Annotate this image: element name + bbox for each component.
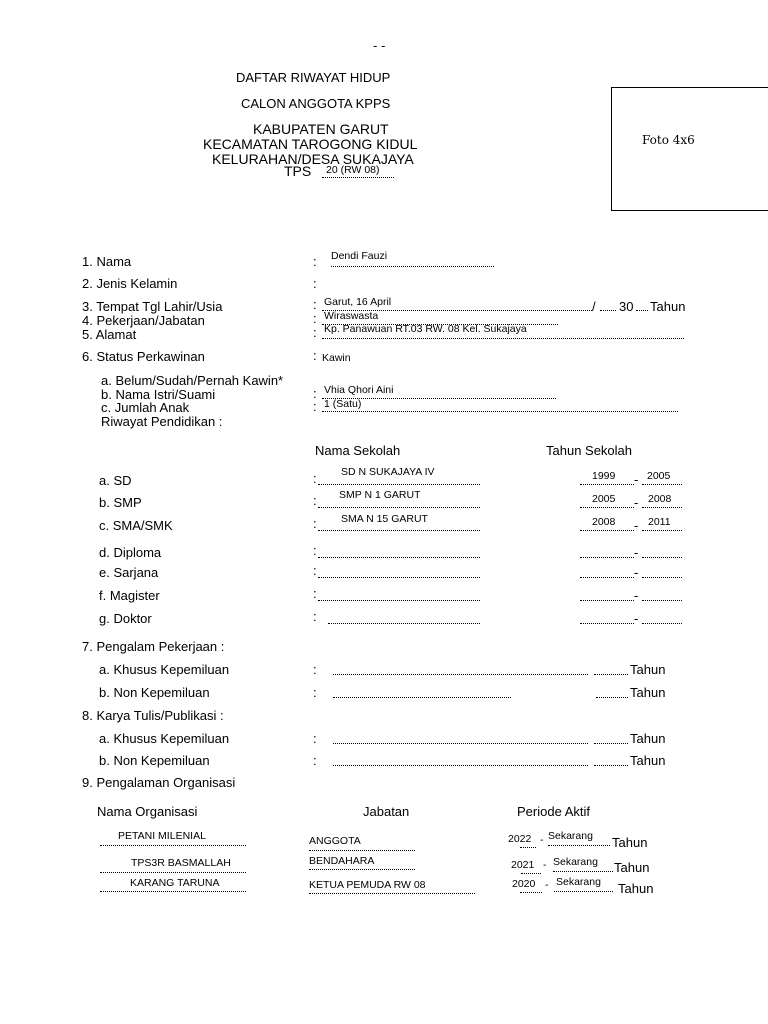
edu-row-school-line <box>318 600 480 601</box>
org-row-unit: Tahun <box>612 835 648 850</box>
experience-b-unit: Tahun <box>630 685 666 700</box>
org-row-to: Sekarang <box>553 856 598 868</box>
edu-row-colon: : <box>313 543 317 558</box>
field-status-c-label: c. Jumlah Anak <box>101 400 190 415</box>
edu-row-to-line <box>642 623 682 624</box>
edu-row-to: 2008 <box>648 493 672 505</box>
org-row-from: 2022 <box>508 833 532 845</box>
page-mark: - - <box>373 38 386 53</box>
org-row-to-line <box>554 891 613 892</box>
experience-b-colon: : <box>313 685 317 700</box>
field-pekerjaan-colon: : <box>313 311 317 326</box>
edu-row-label: e. Sarjana <box>99 565 159 580</box>
edu-row-from-line <box>580 507 634 508</box>
edu-row-from-line <box>580 600 634 601</box>
publications-b-label: b. Non Kepemiluan <box>99 753 210 768</box>
photo-box <box>611 87 768 211</box>
field-pekerjaan-value: Wiraswasta <box>324 310 379 322</box>
edu-row-label: g. Doktor <box>99 611 152 626</box>
org-col-name: Nama Organisasi <box>97 804 198 819</box>
publications-a-colon: : <box>313 731 317 746</box>
edu-row-school-line <box>318 484 480 485</box>
org-row-from: 2020 <box>512 878 536 890</box>
field-status-b-label: b. Nama Istri/Suami <box>101 387 216 402</box>
edu-row-to-line <box>642 484 682 485</box>
field-ttl-colon: : <box>313 297 317 312</box>
field-nama-colon: : <box>313 254 317 269</box>
tps-dotted-line <box>322 177 394 178</box>
field-status-value: Kawin <box>322 352 351 364</box>
edu-row-colon: : <box>313 493 317 508</box>
field-status-label: 6. Status Perkawinan <box>82 349 205 364</box>
field-ttl-line-2 <box>600 310 616 311</box>
field-ttl-age: 30 <box>619 299 634 314</box>
edu-row-from-line <box>580 484 634 485</box>
edu-row-school-line <box>328 623 480 624</box>
field-alamat-colon: : <box>313 325 317 340</box>
edu-row-to-line <box>642 600 682 601</box>
field-status-c-colon: : <box>313 399 317 414</box>
edu-row-from: 1999 <box>592 470 616 482</box>
edu-row-dash: - <box>634 495 639 510</box>
field-jk-label: 2. Jenis Kelamin <box>82 276 178 291</box>
edu-row-to-line <box>642 507 682 508</box>
edu-row-colon: : <box>313 586 317 601</box>
org-col-period: Periode Aktif <box>517 804 590 819</box>
org-row-name-line <box>100 872 246 873</box>
edu-row-dash: - <box>634 518 639 533</box>
field-status-colon: : <box>313 348 317 363</box>
org-row-dash: - <box>545 879 549 891</box>
header-tps-value: 20 (RW 08) <box>326 164 380 176</box>
edu-row-from: 2008 <box>592 516 616 528</box>
edu-row-colon: : <box>313 563 317 578</box>
field-ttl-label: 3. Tempat Tgl Lahir/Usia <box>82 299 223 314</box>
field-ttl-slash: / <box>592 299 596 314</box>
org-row-unit: Tahun <box>614 860 650 875</box>
org-row-dash: - <box>543 859 547 871</box>
publications-a-line-2 <box>594 743 628 744</box>
photo-label: Foto 4x6 <box>642 133 695 147</box>
edu-row-colon: : <box>313 609 317 624</box>
header-tps-label: TPS <box>284 163 312 179</box>
org-row-name: PETANI MILENIAL <box>118 830 206 842</box>
header-kabupaten: KABUPATEN GARUT <box>253 121 389 137</box>
field-status-a-label: a. Belum/Sudah/Pernah Kawin* <box>101 373 284 388</box>
org-row-name-line <box>100 891 246 892</box>
publications-b-line <box>333 765 588 766</box>
publications-a-line <box>333 743 588 744</box>
organizations-title: 9. Pengalaman Organisasi <box>82 775 236 790</box>
publications-b-line-2 <box>594 765 628 766</box>
riwayat-pendidikan-label: Riwayat Pendidikan : <box>101 414 223 429</box>
edu-row-school: SMP N 1 GARUT <box>339 489 421 501</box>
edu-row-from-line <box>580 577 634 578</box>
field-ttl-unit: Tahun <box>650 299 686 314</box>
doc-subtitle: CALON ANGGOTA KPPS <box>241 96 391 111</box>
org-row-to-line <box>548 845 610 846</box>
org-row-role: ANGGOTA <box>309 835 361 847</box>
publications-title: 8. Karya Tulis/Publikasi : <box>82 708 224 723</box>
field-jk-colon: : <box>313 276 317 291</box>
org-row-role-line <box>309 850 415 851</box>
org-row-role: BENDAHARA <box>309 855 375 867</box>
edu-row-dash: - <box>634 611 639 626</box>
edu-row-school-line <box>318 530 480 531</box>
experience-b-line-2 <box>596 697 628 698</box>
org-row-to: Sekarang <box>548 830 593 842</box>
header-kelurahan: KELURAHAN/DESA SUKAJAYA <box>212 151 414 167</box>
edu-col-year: Tahun Sekolah <box>546 443 633 458</box>
edu-row-colon: : <box>313 471 317 486</box>
edu-row-from: 2005 <box>592 493 616 505</box>
edu-row-dash: - <box>634 588 639 603</box>
edu-row-to-line <box>642 577 682 578</box>
edu-row-to: 2005 <box>647 470 671 482</box>
publications-b-colon: : <box>313 753 317 768</box>
org-row-role-line <box>309 893 475 894</box>
publications-a-label: a. Khusus Kepemiluan <box>99 731 230 746</box>
edu-row-to-line <box>642 530 682 531</box>
field-nama-line <box>331 266 494 267</box>
edu-col-school: Nama Sekolah <box>315 443 401 458</box>
header-kecamatan: KECAMATAN TAROGONG KIDUL <box>203 136 418 152</box>
org-row-from-line <box>521 873 541 874</box>
org-row-role: KETUA PEMUDA RW 08 <box>309 879 426 891</box>
edu-row-dash: - <box>634 545 639 560</box>
edu-row-colon: : <box>313 516 317 531</box>
org-row-unit: Tahun <box>618 881 654 896</box>
publications-a-unit: Tahun <box>630 731 666 746</box>
edu-row-label: c. SMA/SMK <box>99 518 173 533</box>
experience-title: 7. Pengalam Pekerjaan : <box>82 639 225 654</box>
field-ttl-value: Garut, 16 April <box>324 296 392 308</box>
edu-row-label: b. SMP <box>99 495 142 510</box>
field-children-line <box>322 411 678 412</box>
org-row-name: TPS3R BASMALLAH <box>131 857 231 869</box>
org-row-from-line <box>520 847 536 848</box>
field-spouse-value: Vhia Qhori Aini <box>324 384 394 396</box>
experience-a-label: a. Khusus Kepemiluan <box>99 662 230 677</box>
org-row-name: KARANG TARUNA <box>130 877 220 889</box>
field-alamat-line <box>322 338 684 339</box>
field-status-b-colon: : <box>313 386 317 401</box>
edu-row-school: SD N SUKAJAYA IV <box>341 466 435 478</box>
edu-row-school-line <box>318 507 480 508</box>
org-row-to: Sekarang <box>556 876 601 888</box>
edu-row-to: 2011 <box>648 516 671 528</box>
org-row-name-line <box>100 845 246 846</box>
experience-b-line <box>333 697 511 698</box>
edu-row-label: d. Diploma <box>99 545 162 560</box>
edu-row-school: SMA N 15 GARUT <box>341 513 428 525</box>
field-nama-value: Dendi Fauzi <box>331 250 388 262</box>
field-pekerjaan-label: 4. Pekerjaan/Jabatan <box>82 313 205 328</box>
edu-row-school-line <box>318 557 480 558</box>
field-alamat-label: 5. Alamat <box>82 327 137 342</box>
edu-row-school-line <box>318 577 480 578</box>
experience-a-line <box>333 674 588 675</box>
org-col-role: Jabatan <box>363 804 410 819</box>
experience-a-line-2 <box>594 674 628 675</box>
field-ttl-line-3 <box>636 310 648 311</box>
edu-row-to-line <box>642 557 682 558</box>
experience-a-colon: : <box>313 662 317 677</box>
experience-a-unit: Tahun <box>630 662 666 677</box>
edu-row-dash: - <box>634 472 639 487</box>
edu-row-label: a. SD <box>99 473 132 488</box>
org-row-to-line <box>553 871 613 872</box>
org-row-from-line <box>520 892 542 893</box>
experience-b-label: b. Non Kepemiluan <box>99 685 210 700</box>
field-children-value: 1 (Satu) <box>324 398 362 410</box>
org-row-role-line <box>309 869 415 870</box>
org-row-dash: - <box>540 834 544 846</box>
doc-title: DAFTAR RIWAYAT HIDUP <box>236 70 391 85</box>
edu-row-from-line <box>580 557 634 558</box>
publications-b-unit: Tahun <box>630 753 666 768</box>
field-alamat-value: Kp. Panawuan RT.03 RW. 08 Kel. Sukajaya <box>324 323 527 335</box>
field-nama-label: 1. Nama <box>82 254 132 269</box>
edu-row-from-line <box>580 623 634 624</box>
edu-row-from-line <box>580 530 634 531</box>
org-row-from: 2021 <box>511 859 535 871</box>
edu-row-dash: - <box>634 565 639 580</box>
edu-row-label: f. Magister <box>99 588 160 603</box>
